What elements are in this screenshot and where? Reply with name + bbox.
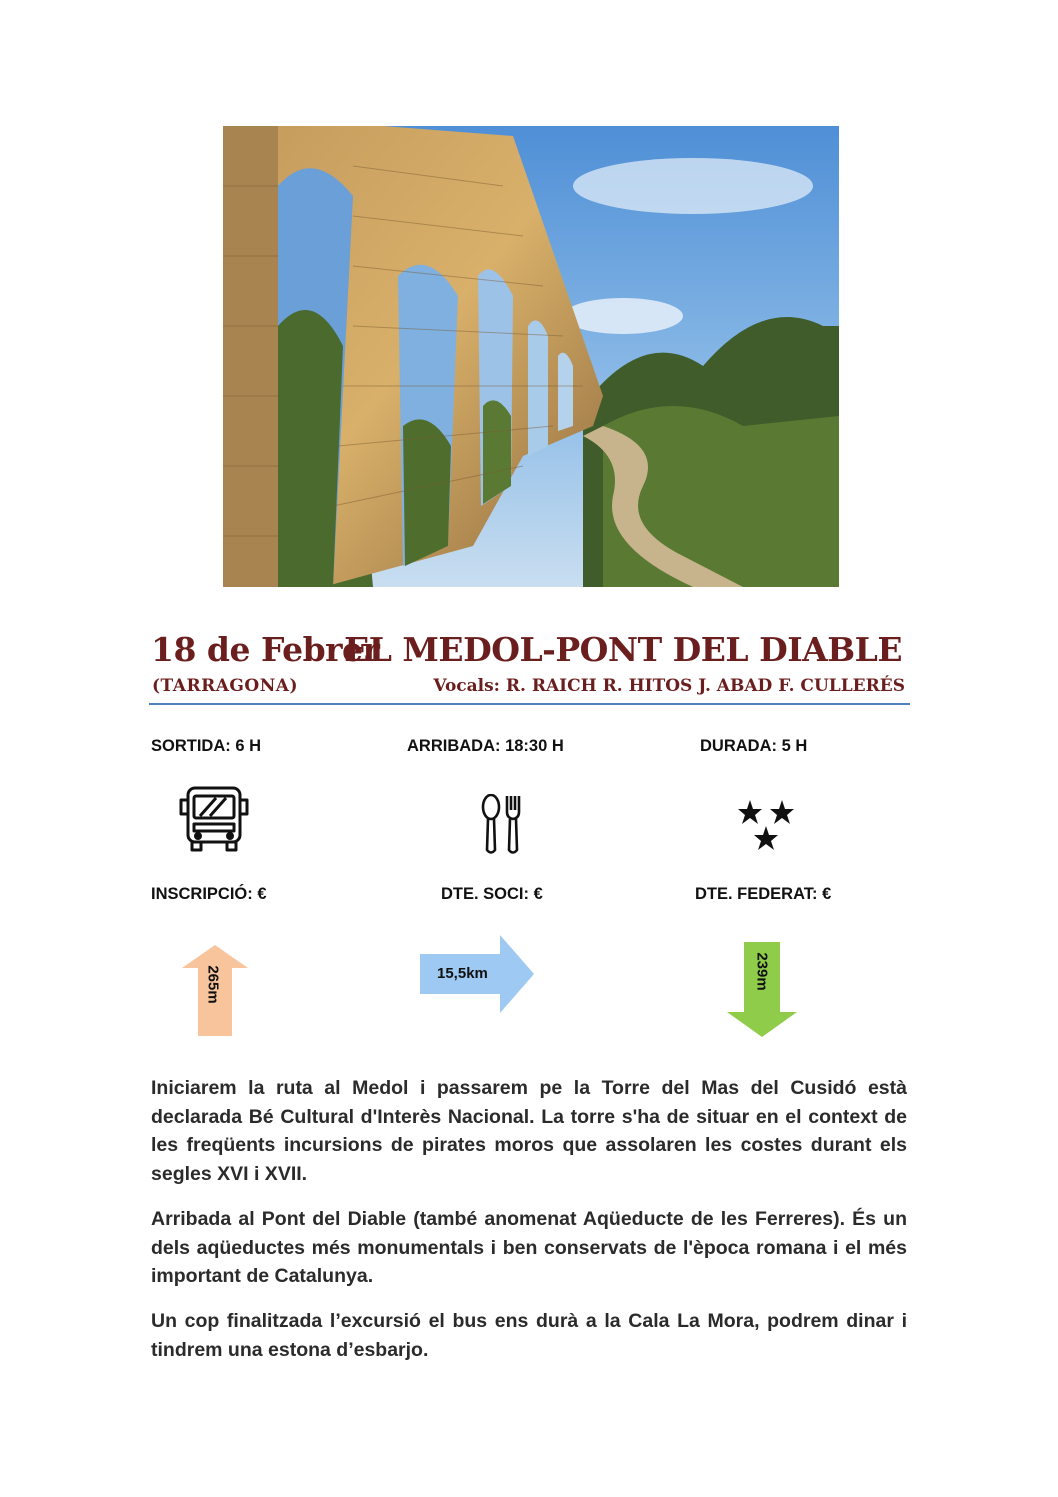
aqueduct-photo	[223, 126, 839, 587]
event-date: 18 de Febrer	[151, 630, 380, 669]
spoon-fork-icon	[480, 794, 526, 861]
duration: DURADA: 5 H	[700, 737, 808, 755]
three-stars-icon	[737, 798, 797, 861]
event-title: EL MEDOL-PONT DEL DIABLE	[344, 630, 902, 669]
member-discount: DTE. SOCI: €	[441, 885, 543, 903]
header-divider	[149, 703, 910, 705]
event-vocals: Vocals: R. RAICH R. HITOS J. ABAD F. CULLERÉS	[433, 676, 905, 696]
event-region: (TARRAGONA)	[152, 676, 298, 696]
description-paragraph-3: Un cop finalitzada l’excursió el bus ens durà a la Cala La Mora, podrem dinar i tindrem una estona d’esbarjo.	[151, 1310, 907, 1361]
ascent-label: 265m	[204, 965, 222, 1004]
distance-label: 15,5km	[437, 965, 488, 982]
departure-time: SORTIDA: 6 H	[151, 737, 262, 755]
description-paragraph-1: Iniciarem la ruta al Medol i passarem pe la Torre del Mas del Cusidó està declarada Bé Cultural d'Interès Nacional. La torre s'ha de situar en el context de les freqüents incursions de pirates moros que assolaren les costes durant els segles XVI i XVII.	[151, 1077, 907, 1185]
registration-price: INSCRIPCIÓ: €	[151, 885, 267, 903]
bus-icon	[178, 784, 250, 859]
arrival-time: ARRIBADA: 18:30 H	[407, 737, 564, 755]
description-paragraph-2: Arribada al Pont del Diable (també anomenat Aqüeducte de les Ferreres). És un dels aqüeductes més monumentals i ben conservats de l'època romana i el més important de Catalunya.	[151, 1208, 907, 1287]
descent-label: 239m	[753, 952, 771, 991]
federated-discount: DTE. FEDERAT: €	[695, 885, 832, 903]
